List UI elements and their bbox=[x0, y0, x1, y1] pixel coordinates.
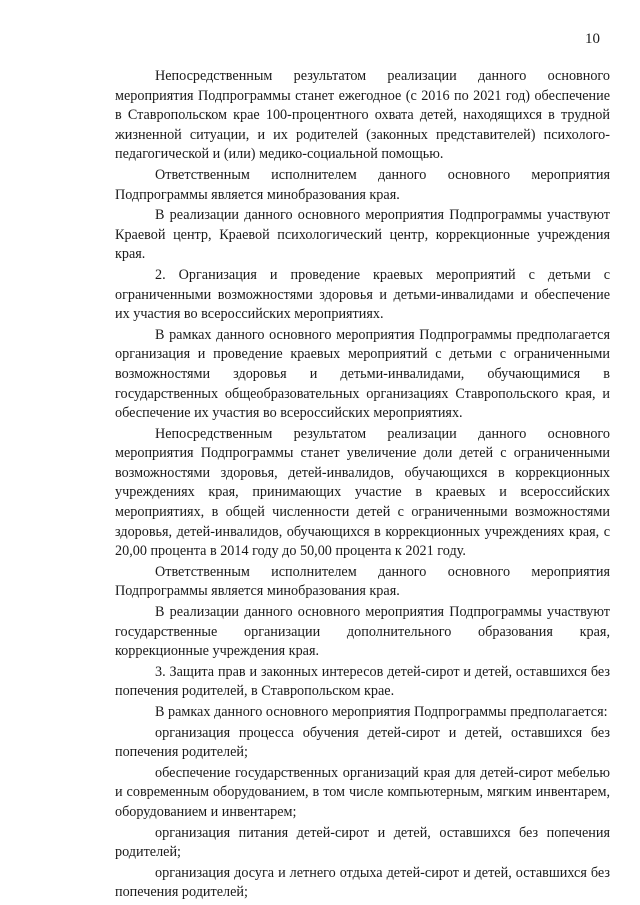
paragraph-section-3-scope: В рамках данного основного мероприятия Подпрограммы предполагается: bbox=[155, 704, 608, 720]
paragraph-section-3-heading: 3. Защита прав и законных интересов детей-сирот и детей, оставшихся без попечения родителей, в Ставропольском крае. bbox=[115, 663, 610, 700]
list-item-nutrition: организация питания детей-сирот и детей, оставшихся без попечения родителей; bbox=[115, 824, 610, 861]
body-text bbox=[115, 67, 610, 903]
paragraph-responsible-executor-2: Ответственным исполнителем данного основного мероприятия Подпрограммы является минобразования края. bbox=[115, 563, 610, 600]
paragraph-result-support: Непосредственным результатом реализации данного основного мероприятия Подпрограммы станет ежегодное (с 2016 по 2021 год) обеспечение в Ставропольском крае 100-процентного охвата детей, находящихся в трудной жизненной ситуации, и их родителей (законных представителей) психолого-педагогической и (или) медико-социальной помощью. bbox=[115, 68, 610, 163]
paragraph-responsible-executor-1: Ответственным исполнителем данного основного мероприятия Подпрограммы является минобразования края. bbox=[115, 166, 610, 203]
paragraph-participants-2: В реализации данного основного мероприятия Подпрограммы участвуют государственные организации дополнительного образования края, коррекционные учреждения края. bbox=[115, 604, 610, 660]
page-number: 10 bbox=[585, 31, 600, 47]
list-item-equipment: обеспечение государственных организаций края для детей-сирот мебелью и современным оборудованием, в том числе компьютерным, мягким инвентарем, оборудованием и инвентарем; bbox=[115, 764, 610, 820]
paragraph-section-2-result: Непосредственным результатом реализации данного основного мероприятия Подпрограммы станет увеличение доли детей с ограниченными возможностями здоровья, детей-инвалидов, обучающихся в коррекционных учреждениях края, принимающих участие в краевых и всероссийских мероприятиях, в общей численности детей с ограниченными возможностями здоровья, детей-инвалидов, обучающихся в коррекционных учреждениях края, с 20,00 процента в 2014 году до 50,00 процента к 2021 году. bbox=[115, 425, 610, 560]
paragraph-participants-1: В реализации данного основного мероприятия Подпрограммы участвуют Краевой центр, Краевой психологический центр, коррекционные учреждения края. bbox=[115, 207, 610, 263]
paragraph-section-2-heading: 2. Организация и проведение краевых мероприятий с детьми с ограниченными возможностями здоровья и детьми-инвалидами и обеспечение их участия во всероссийских мероприятиях. bbox=[115, 266, 610, 323]
list-item-leisure: организация досуга и летнего отдыха детей-сирот и детей, оставшихся без попечения родителей; bbox=[115, 864, 610, 901]
list-item-education: организация процесса обучения детей-сирот и детей, оставшихся без попечения родителей; bbox=[115, 724, 610, 761]
paragraph-section-2-scope: В рамках данного основного мероприятия Подпрограммы предполагается организация и проведение краевых мероприятий с детьми с ограниченными возможностями здоровья и детьми-инвалидами, обучающимися в государственных общеобразовательных организациях Ставропольского края, и обеспечение их участия во всероссийских мероприятиях. bbox=[115, 326, 610, 422]
